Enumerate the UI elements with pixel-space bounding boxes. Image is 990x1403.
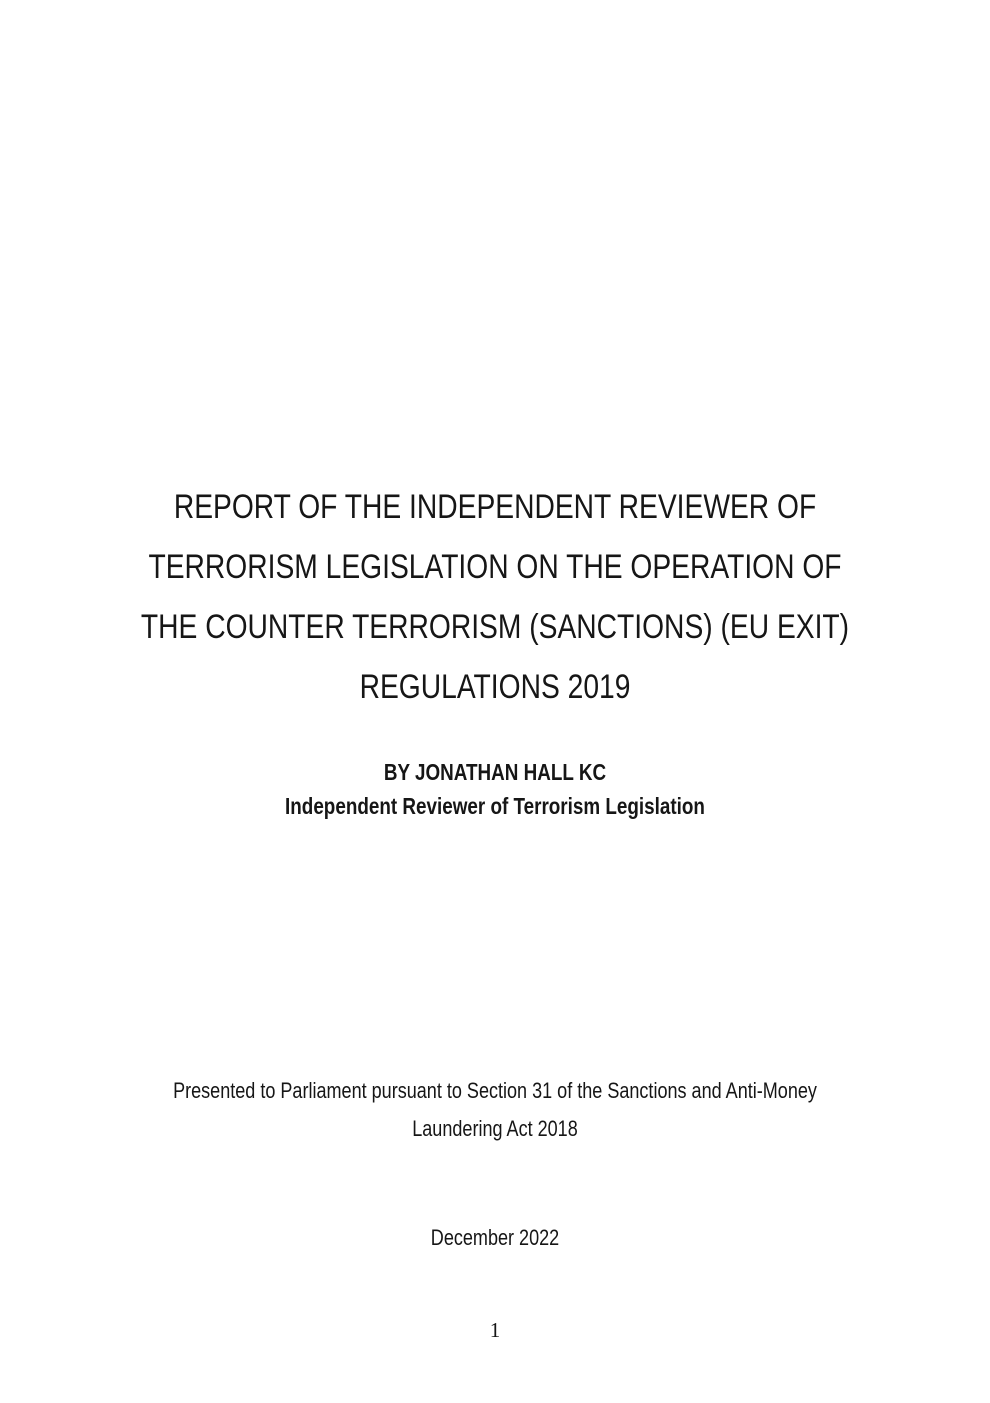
author-name: BY JONATHAN HALL KC <box>383 759 607 785</box>
page-number: 1 <box>489 1318 501 1342</box>
report-title-line-4: REGULATIONS 2019 <box>359 668 631 706</box>
byline <box>89 755 901 823</box>
author-role: Independent Reviewer of Terrorism Legislation <box>285 793 705 819</box>
report-title <box>84 477 906 717</box>
presentation-statement <box>89 1072 901 1148</box>
report-title-line-3: THE COUNTER TERRORISM (SANCTIONS) (EU EXIT) <box>140 608 850 646</box>
publication-date: December 2022 <box>430 1225 560 1250</box>
report-title-line-1: REPORT OF THE INDEPENDENT REVIEWER OF <box>173 488 817 526</box>
report-title-line-2: TERRORISM LEGISLATION ON THE OPERATION OF <box>148 548 842 586</box>
presentation-line-2: Laundering Act 2018 <box>412 1116 578 1141</box>
presentation-line-1: Presented to Parliament pursuant to Section 31 of the Sanctions and Anti-Money <box>173 1078 817 1103</box>
